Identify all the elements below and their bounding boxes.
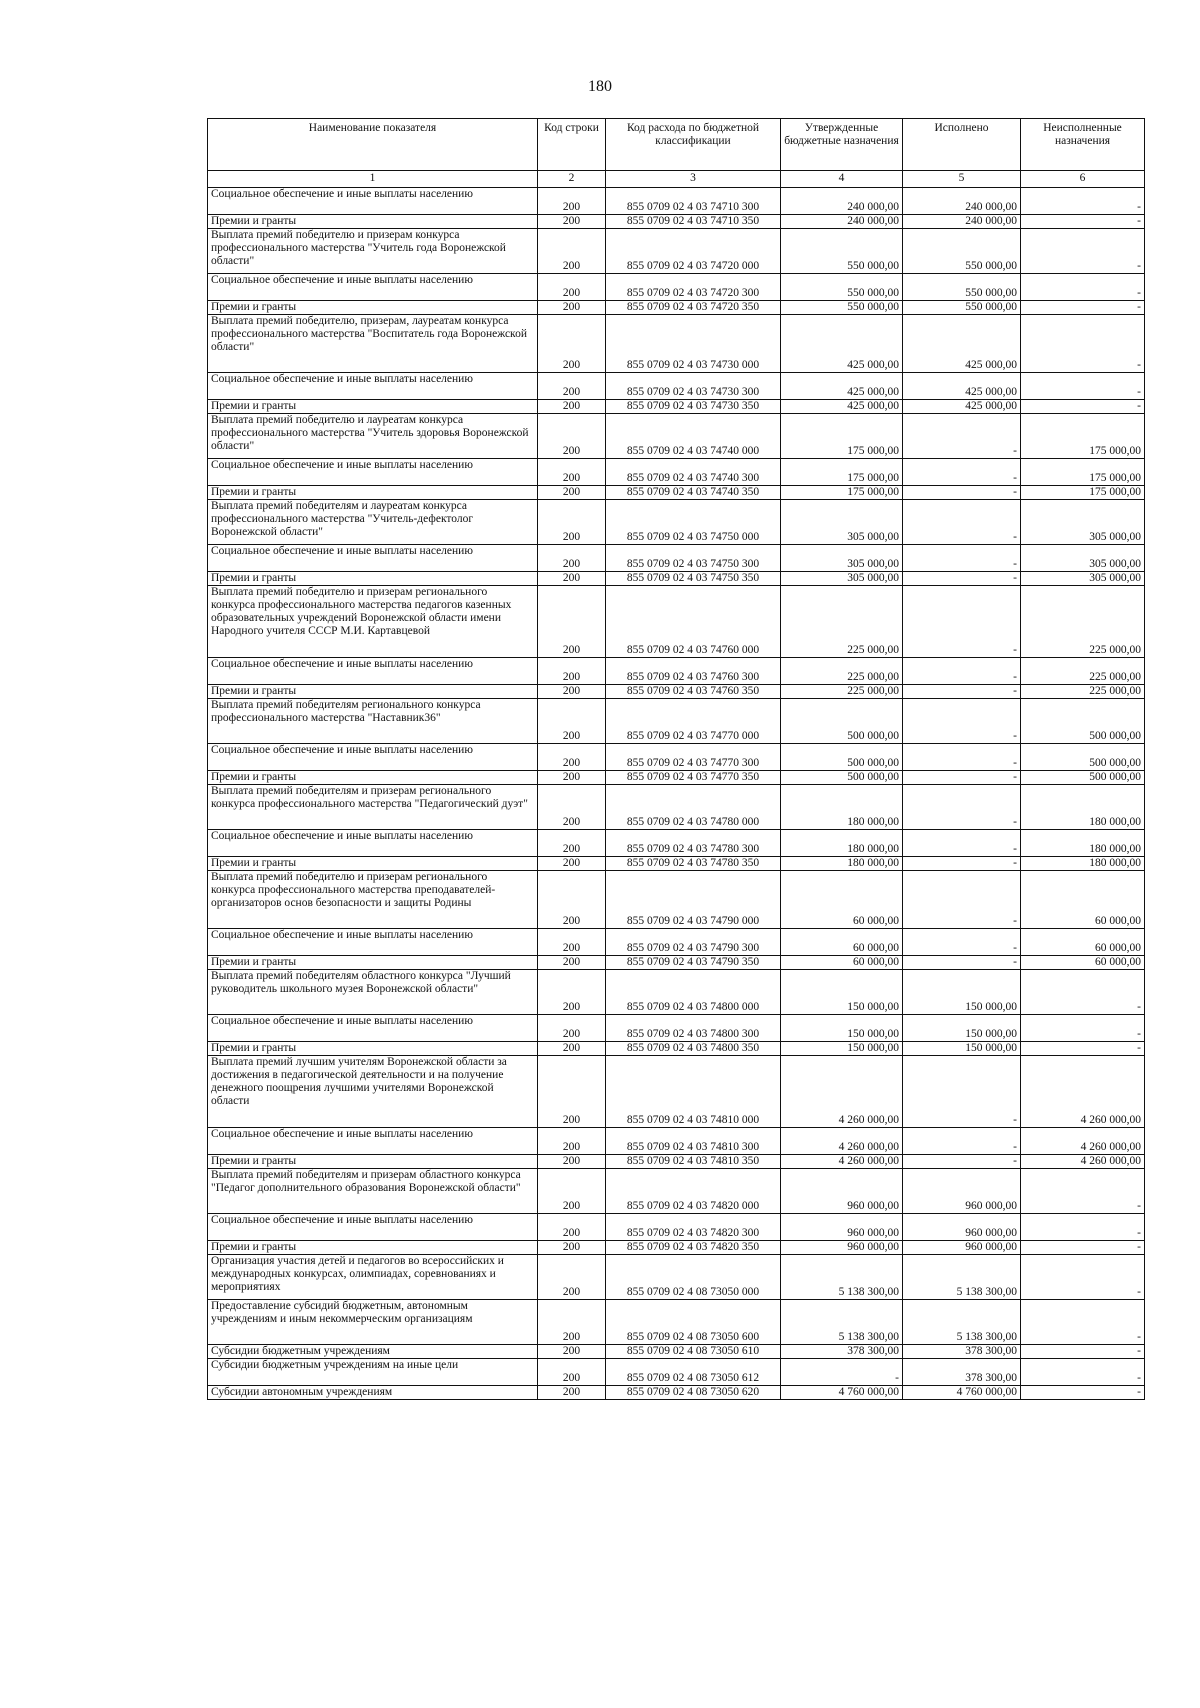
row-unexecuted-amount: - xyxy=(1021,1345,1145,1359)
row-classification-code: 855 0709 02 4 08 73050 612 xyxy=(606,1359,781,1386)
row-unexecuted-amount: - xyxy=(1021,1359,1145,1386)
row-name: Социальное обеспечение и иные выплаты населению xyxy=(208,274,538,301)
row-executed-amount: 425 000,00 xyxy=(903,315,1021,373)
table-row xyxy=(208,956,1145,970)
row-approved-amount: 4 760 000,00 xyxy=(781,1386,903,1400)
row-executed-amount: 960 000,00 xyxy=(903,1169,1021,1214)
row-classification-code: 855 0709 02 4 03 74740 300 xyxy=(606,459,781,486)
row-name: Социальное обеспечение и иные выплаты населению xyxy=(208,188,538,215)
table-row xyxy=(208,970,1145,1015)
row-unexecuted-amount: - xyxy=(1021,1042,1145,1056)
row-line-code: 200 xyxy=(538,1345,606,1359)
row-executed-amount: - xyxy=(903,586,1021,658)
row-executed-amount: - xyxy=(903,459,1021,486)
row-line-code: 200 xyxy=(538,1015,606,1042)
table-row xyxy=(208,315,1145,373)
row-unexecuted-amount: - xyxy=(1021,215,1145,229)
row-line-code: 200 xyxy=(538,970,606,1015)
row-classification-code: 855 0709 02 4 03 74800 350 xyxy=(606,1042,781,1056)
row-unexecuted-amount: 180 000,00 xyxy=(1021,830,1145,857)
row-line-code: 200 xyxy=(538,1155,606,1169)
row-executed-amount: - xyxy=(903,545,1021,572)
row-executed-amount: 240 000,00 xyxy=(903,188,1021,215)
table-row xyxy=(208,1386,1145,1400)
row-classification-code: 855 0709 02 4 03 74760 300 xyxy=(606,658,781,685)
row-line-code: 200 xyxy=(538,1241,606,1255)
row-approved-amount: 960 000,00 xyxy=(781,1241,903,1255)
row-approved-amount: 240 000,00 xyxy=(781,215,903,229)
row-approved-amount: 5 138 300,00 xyxy=(781,1255,903,1300)
row-line-code: 200 xyxy=(538,545,606,572)
row-approved-amount: 175 000,00 xyxy=(781,486,903,500)
row-executed-amount: - xyxy=(903,1056,1021,1128)
column-number: 6 xyxy=(1021,171,1145,188)
row-executed-amount: - xyxy=(903,414,1021,459)
row-classification-code: 855 0709 02 4 03 74760 000 xyxy=(606,586,781,658)
row-executed-amount: 150 000,00 xyxy=(903,1015,1021,1042)
row-name: Социальное обеспечение и иные выплаты населению xyxy=(208,1128,538,1155)
row-name: Выплата премий победителям и призерам областного конкурса "Педагог дополнительного образования Воронежской области" xyxy=(208,1169,538,1214)
table-row xyxy=(208,1128,1145,1155)
row-unexecuted-amount: - xyxy=(1021,301,1145,315)
row-line-code: 200 xyxy=(538,301,606,315)
row-line-code: 200 xyxy=(538,486,606,500)
table-row xyxy=(208,785,1145,830)
row-classification-code: 855 0709 02 4 03 74740 000 xyxy=(606,414,781,459)
row-classification-code: 855 0709 02 4 08 73050 600 xyxy=(606,1300,781,1345)
table-row xyxy=(208,771,1145,785)
row-approved-amount: 175 000,00 xyxy=(781,459,903,486)
row-name: Премии и гранты xyxy=(208,857,538,871)
row-executed-amount: - xyxy=(903,1155,1021,1169)
row-approved-amount: 150 000,00 xyxy=(781,1015,903,1042)
table-row xyxy=(208,685,1145,699)
row-line-code: 200 xyxy=(538,274,606,301)
row-unexecuted-amount: - xyxy=(1021,1015,1145,1042)
row-executed-amount: - xyxy=(903,929,1021,956)
row-approved-amount: 425 000,00 xyxy=(781,373,903,400)
row-name: Выплата премий победителю, призерам, лауреатам конкурса профессионального мастерства "Воспитатель года Воронежской области" xyxy=(208,315,538,373)
row-classification-code: 855 0709 02 4 03 74810 350 xyxy=(606,1155,781,1169)
table-row xyxy=(208,1359,1145,1386)
row-classification-code: 855 0709 02 4 03 74820 350 xyxy=(606,1241,781,1255)
table-row xyxy=(208,400,1145,414)
row-unexecuted-amount: 175 000,00 xyxy=(1021,414,1145,459)
row-name: Премии и гранты xyxy=(208,486,538,500)
row-classification-code: 855 0709 02 4 03 74750 300 xyxy=(606,545,781,572)
row-unexecuted-amount: - xyxy=(1021,274,1145,301)
row-approved-amount: 425 000,00 xyxy=(781,400,903,414)
row-line-code: 200 xyxy=(538,956,606,970)
row-line-code: 200 xyxy=(538,1128,606,1155)
row-executed-amount: 960 000,00 xyxy=(903,1241,1021,1255)
row-unexecuted-amount: - xyxy=(1021,373,1145,400)
row-approved-amount: 425 000,00 xyxy=(781,315,903,373)
row-executed-amount: - xyxy=(903,771,1021,785)
row-name: Субсидии автономным учреждениям xyxy=(208,1386,538,1400)
column-header: Исполнено xyxy=(903,119,1021,171)
row-name: Социальное обеспечение и иные выплаты населению xyxy=(208,373,538,400)
row-line-code: 200 xyxy=(538,744,606,771)
row-approved-amount: 4 260 000,00 xyxy=(781,1128,903,1155)
table-row xyxy=(208,274,1145,301)
row-line-code: 200 xyxy=(538,500,606,545)
row-classification-code: 855 0709 02 4 03 74790 000 xyxy=(606,871,781,929)
table-row xyxy=(208,229,1145,274)
row-line-code: 200 xyxy=(538,658,606,685)
row-classification-code: 855 0709 02 4 08 73050 610 xyxy=(606,1345,781,1359)
row-approved-amount: 175 000,00 xyxy=(781,414,903,459)
row-approved-amount: 5 138 300,00 xyxy=(781,1300,903,1345)
row-executed-amount: 550 000,00 xyxy=(903,274,1021,301)
row-name: Премии и гранты xyxy=(208,1042,538,1056)
header-row xyxy=(208,119,1145,171)
row-name: Социальное обеспечение и иные выплаты населению xyxy=(208,459,538,486)
table-row xyxy=(208,545,1145,572)
column-number: 2 xyxy=(538,171,606,188)
row-classification-code: 855 0709 02 4 03 74790 350 xyxy=(606,956,781,970)
table-row xyxy=(208,1255,1145,1300)
row-approved-amount: 60 000,00 xyxy=(781,871,903,929)
table-row xyxy=(208,486,1145,500)
row-name: Премии и гранты xyxy=(208,956,538,970)
column-number: 3 xyxy=(606,171,781,188)
row-classification-code: 855 0709 02 4 03 74760 350 xyxy=(606,685,781,699)
row-unexecuted-amount: 500 000,00 xyxy=(1021,699,1145,744)
table-row xyxy=(208,857,1145,871)
row-unexecuted-amount: 500 000,00 xyxy=(1021,771,1145,785)
table-row xyxy=(208,188,1145,215)
row-line-code: 200 xyxy=(538,400,606,414)
column-number-row xyxy=(208,171,1145,188)
row-name: Предоставление субсидий бюджетным, автономным учреждениям и иным некоммерческим организациям xyxy=(208,1300,538,1345)
row-approved-amount: 960 000,00 xyxy=(781,1169,903,1214)
row-name: Выплата премий победителю и призерам конкурса профессионального мастерства "Учитель года Воронежской области" xyxy=(208,229,538,274)
row-classification-code: 855 0709 02 4 03 74820 000 xyxy=(606,1169,781,1214)
row-line-code: 200 xyxy=(538,215,606,229)
row-unexecuted-amount: 305 000,00 xyxy=(1021,572,1145,586)
row-name: Организация участия детей и педагогов во всероссийских и международных конкурсах, олимпиадах, соревнованиях и мероприятиях xyxy=(208,1255,538,1300)
row-approved-amount: 550 000,00 xyxy=(781,301,903,315)
row-executed-amount: 425 000,00 xyxy=(903,373,1021,400)
table-row xyxy=(208,572,1145,586)
row-executed-amount: - xyxy=(903,685,1021,699)
row-classification-code: 855 0709 02 4 03 74750 350 xyxy=(606,572,781,586)
row-classification-code: 855 0709 02 4 03 74720 300 xyxy=(606,274,781,301)
row-approved-amount: 180 000,00 xyxy=(781,857,903,871)
row-classification-code: 855 0709 02 4 08 73050 620 xyxy=(606,1386,781,1400)
row-executed-amount: - xyxy=(903,699,1021,744)
row-approved-amount: 550 000,00 xyxy=(781,274,903,301)
row-classification-code: 855 0709 02 4 03 74770 350 xyxy=(606,771,781,785)
row-approved-amount: 60 000,00 xyxy=(781,956,903,970)
row-classification-code: 855 0709 02 4 03 74740 350 xyxy=(606,486,781,500)
row-unexecuted-amount: - xyxy=(1021,1241,1145,1255)
row-classification-code: 855 0709 02 4 03 74730 300 xyxy=(606,373,781,400)
column-number: 5 xyxy=(903,171,1021,188)
row-line-code: 200 xyxy=(538,373,606,400)
row-line-code: 200 xyxy=(538,1042,606,1056)
row-line-code: 200 xyxy=(538,414,606,459)
row-unexecuted-amount: 4 260 000,00 xyxy=(1021,1056,1145,1128)
row-name: Выплата премий победителю и призерам регионального конкурса профессионального мастерства преподавателей-организаторов основ безопасности и защиты Родины xyxy=(208,871,538,929)
row-approved-amount: 4 260 000,00 xyxy=(781,1155,903,1169)
table-row xyxy=(208,1169,1145,1214)
row-classification-code: 855 0709 02 4 03 74780 350 xyxy=(606,857,781,871)
row-line-code: 200 xyxy=(538,785,606,830)
row-classification-code: 855 0709 02 4 03 74800 000 xyxy=(606,970,781,1015)
table-row xyxy=(208,1015,1145,1042)
row-approved-amount: 378 300,00 xyxy=(781,1345,903,1359)
row-classification-code: 855 0709 02 4 03 74750 000 xyxy=(606,500,781,545)
row-classification-code: 855 0709 02 4 03 74730 000 xyxy=(606,315,781,373)
row-line-code: 200 xyxy=(538,229,606,274)
row-classification-code: 855 0709 02 4 03 74710 300 xyxy=(606,188,781,215)
row-name: Выплата премий победителям областного конкурса "Лучший руководитель школьного музея Воронежской области" xyxy=(208,970,538,1015)
page-number: 180 xyxy=(588,78,612,95)
row-unexecuted-amount: - xyxy=(1021,1386,1145,1400)
table-row xyxy=(208,459,1145,486)
row-approved-amount: 240 000,00 xyxy=(781,188,903,215)
row-unexecuted-amount: 60 000,00 xyxy=(1021,956,1145,970)
row-name: Субсидии бюджетным учреждениям xyxy=(208,1345,538,1359)
row-executed-amount: 960 000,00 xyxy=(903,1214,1021,1241)
row-unexecuted-amount: - xyxy=(1021,1169,1145,1214)
row-executed-amount: - xyxy=(903,500,1021,545)
table-row xyxy=(208,373,1145,400)
row-executed-amount: 5 138 300,00 xyxy=(903,1300,1021,1345)
row-approved-amount: 550 000,00 xyxy=(781,229,903,274)
table-row xyxy=(208,744,1145,771)
row-line-code: 200 xyxy=(538,929,606,956)
row-name: Социальное обеспечение и иные выплаты населению xyxy=(208,744,538,771)
row-executed-amount: 5 138 300,00 xyxy=(903,1255,1021,1300)
row-classification-code: 855 0709 02 4 03 74820 300 xyxy=(606,1214,781,1241)
row-name: Социальное обеспечение и иные выплаты населению xyxy=(208,1015,538,1042)
row-classification-code: 855 0709 02 4 08 73050 000 xyxy=(606,1255,781,1300)
row-classification-code: 855 0709 02 4 03 74810 000 xyxy=(606,1056,781,1128)
row-classification-code: 855 0709 02 4 03 74770 000 xyxy=(606,699,781,744)
row-approved-amount: 500 000,00 xyxy=(781,771,903,785)
row-executed-amount: - xyxy=(903,830,1021,857)
row-unexecuted-amount: - xyxy=(1021,400,1145,414)
row-unexecuted-amount: 500 000,00 xyxy=(1021,744,1145,771)
row-unexecuted-amount: 180 000,00 xyxy=(1021,785,1145,830)
table-row xyxy=(208,414,1145,459)
column-header: Неисполненные назначения xyxy=(1021,119,1145,171)
row-unexecuted-amount: 225 000,00 xyxy=(1021,586,1145,658)
row-executed-amount: 4 760 000,00 xyxy=(903,1386,1021,1400)
row-name: Выплата премий лучшим учителям Воронежской области за достижения в педагогической деятельности и на получение денежного поощрения лучшими учителями Воронежской области xyxy=(208,1056,538,1128)
row-executed-amount: 240 000,00 xyxy=(903,215,1021,229)
row-unexecuted-amount: 60 000,00 xyxy=(1021,929,1145,956)
row-name: Выплата премий победителям регионального конкурса профессионального мастерства "Наставник36" xyxy=(208,699,538,744)
row-line-code: 200 xyxy=(538,586,606,658)
row-name: Социальное обеспечение и иные выплаты населению xyxy=(208,1214,538,1241)
row-line-code: 200 xyxy=(538,1359,606,1386)
column-number: 1 xyxy=(208,171,538,188)
row-line-code: 200 xyxy=(538,315,606,373)
column-header: Код строки xyxy=(538,119,606,171)
row-line-code: 200 xyxy=(538,1214,606,1241)
row-approved-amount: 60 000,00 xyxy=(781,929,903,956)
column-number: 4 xyxy=(781,171,903,188)
row-unexecuted-amount: - xyxy=(1021,1255,1145,1300)
row-line-code: 200 xyxy=(538,685,606,699)
budget-execution-table xyxy=(207,118,1145,1400)
row-approved-amount: 180 000,00 xyxy=(781,785,903,830)
table-row xyxy=(208,1056,1145,1128)
row-line-code: 200 xyxy=(538,857,606,871)
row-classification-code: 855 0709 02 4 03 74810 300 xyxy=(606,1128,781,1155)
table-row xyxy=(208,929,1145,956)
row-executed-amount: - xyxy=(903,1128,1021,1155)
row-unexecuted-amount: - xyxy=(1021,970,1145,1015)
row-name: Выплата премий победителям и лауреатам конкурса профессионального мастерства "Учитель-дефектолог Воронежской области" xyxy=(208,500,538,545)
row-name: Премии и гранты xyxy=(208,301,538,315)
table-row xyxy=(208,1300,1145,1345)
row-line-code: 200 xyxy=(538,1169,606,1214)
row-approved-amount: 225 000,00 xyxy=(781,658,903,685)
row-executed-amount: - xyxy=(903,658,1021,685)
row-unexecuted-amount: 60 000,00 xyxy=(1021,871,1145,929)
column-header: Наименование показателя xyxy=(208,119,538,171)
table-row xyxy=(208,699,1145,744)
row-classification-code: 855 0709 02 4 03 74790 300 xyxy=(606,929,781,956)
row-name: Выплата премий победителю и лауреатам конкурса профессионального мастерства "Учитель здоровья Воронежской области" xyxy=(208,414,538,459)
column-header: Код расхода по бюджетной классификации xyxy=(606,119,781,171)
row-executed-amount: 378 300,00 xyxy=(903,1359,1021,1386)
row-name: Социальное обеспечение и иные выплаты населению xyxy=(208,929,538,956)
row-unexecuted-amount: 4 260 000,00 xyxy=(1021,1155,1145,1169)
row-line-code: 200 xyxy=(538,1300,606,1345)
row-classification-code: 855 0709 02 4 03 74730 350 xyxy=(606,400,781,414)
row-approved-amount: 500 000,00 xyxy=(781,699,903,744)
row-approved-amount: 305 000,00 xyxy=(781,545,903,572)
row-line-code: 200 xyxy=(538,871,606,929)
row-approved-amount: 960 000,00 xyxy=(781,1214,903,1241)
row-name: Премии и гранты xyxy=(208,685,538,699)
row-executed-amount: - xyxy=(903,956,1021,970)
row-executed-amount: 550 000,00 xyxy=(903,229,1021,274)
row-line-code: 200 xyxy=(538,771,606,785)
row-approved-amount: 150 000,00 xyxy=(781,1042,903,1056)
row-executed-amount: - xyxy=(903,785,1021,830)
row-line-code: 200 xyxy=(538,1056,606,1128)
row-executed-amount: 425 000,00 xyxy=(903,400,1021,414)
row-name: Социальное обеспечение и иные выплаты населению xyxy=(208,545,538,572)
row-unexecuted-amount: - xyxy=(1021,315,1145,373)
table-row xyxy=(208,301,1145,315)
row-name: Социальное обеспечение и иные выплаты населению xyxy=(208,830,538,857)
row-unexecuted-amount: 4 260 000,00 xyxy=(1021,1128,1145,1155)
table-row xyxy=(208,1155,1145,1169)
row-approved-amount: 225 000,00 xyxy=(781,586,903,658)
row-approved-amount: 180 000,00 xyxy=(781,830,903,857)
row-name: Премии и гранты xyxy=(208,1241,538,1255)
table-body xyxy=(208,188,1145,1400)
row-line-code: 200 xyxy=(538,459,606,486)
row-unexecuted-amount: 305 000,00 xyxy=(1021,545,1145,572)
row-name: Выплата премий победителям и призерам регионального конкурса профессионального мастерства "Педагогический дуэт" xyxy=(208,785,538,830)
row-line-code: 200 xyxy=(538,188,606,215)
row-name: Премии и гранты xyxy=(208,1155,538,1169)
row-name: Выплата премий победителю и призерам регионального конкурса профессионального мастерства педагогов казенных образовательных учреждений Воронежской области имени Народного учителя СССР М.И. Картавцевой xyxy=(208,586,538,658)
table-row xyxy=(208,500,1145,545)
row-executed-amount: - xyxy=(903,744,1021,771)
row-executed-amount: - xyxy=(903,871,1021,929)
row-classification-code: 855 0709 02 4 03 74710 350 xyxy=(606,215,781,229)
table-row xyxy=(208,215,1145,229)
row-executed-amount: - xyxy=(903,857,1021,871)
row-name: Премии и гранты xyxy=(208,400,538,414)
row-executed-amount: 150 000,00 xyxy=(903,970,1021,1015)
row-unexecuted-amount: 175 000,00 xyxy=(1021,486,1145,500)
row-approved-amount: 500 000,00 xyxy=(781,744,903,771)
row-line-code: 200 xyxy=(538,699,606,744)
row-approved-amount: 225 000,00 xyxy=(781,685,903,699)
table-row xyxy=(208,1241,1145,1255)
table-row xyxy=(208,658,1145,685)
row-approved-amount: 305 000,00 xyxy=(781,572,903,586)
table-row xyxy=(208,871,1145,929)
row-name: Премии и гранты xyxy=(208,215,538,229)
table-row xyxy=(208,1042,1145,1056)
row-unexecuted-amount: 175 000,00 xyxy=(1021,459,1145,486)
row-name: Субсидии бюджетным учреждениям на иные цели xyxy=(208,1359,538,1386)
row-approved-amount: - xyxy=(781,1359,903,1386)
row-executed-amount: 550 000,00 xyxy=(903,301,1021,315)
row-unexecuted-amount: 225 000,00 xyxy=(1021,685,1145,699)
row-classification-code: 855 0709 02 4 03 74800 300 xyxy=(606,1015,781,1042)
row-executed-amount: - xyxy=(903,572,1021,586)
row-executed-amount: - xyxy=(903,486,1021,500)
row-unexecuted-amount: - xyxy=(1021,1214,1145,1241)
table-row xyxy=(208,1345,1145,1359)
row-classification-code: 855 0709 02 4 03 74720 000 xyxy=(606,229,781,274)
row-classification-code: 855 0709 02 4 03 74770 300 xyxy=(606,744,781,771)
row-line-code: 200 xyxy=(538,1255,606,1300)
column-header: Утвержденные бюджетные назначения xyxy=(781,119,903,171)
table-row xyxy=(208,1214,1145,1241)
row-approved-amount: 305 000,00 xyxy=(781,500,903,545)
row-line-code: 200 xyxy=(538,572,606,586)
row-unexecuted-amount: - xyxy=(1021,188,1145,215)
row-name: Социальное обеспечение и иные выплаты населению xyxy=(208,658,538,685)
row-classification-code: 855 0709 02 4 03 74780 000 xyxy=(606,785,781,830)
row-unexecuted-amount: 225 000,00 xyxy=(1021,658,1145,685)
row-approved-amount: 150 000,00 xyxy=(781,970,903,1015)
row-approved-amount: 4 260 000,00 xyxy=(781,1056,903,1128)
row-line-code: 200 xyxy=(538,830,606,857)
row-unexecuted-amount: - xyxy=(1021,229,1145,274)
row-classification-code: 855 0709 02 4 03 74720 350 xyxy=(606,301,781,315)
row-unexecuted-amount: 305 000,00 xyxy=(1021,500,1145,545)
row-name: Премии и гранты xyxy=(208,771,538,785)
row-name: Премии и гранты xyxy=(208,572,538,586)
row-unexecuted-amount: - xyxy=(1021,1300,1145,1345)
row-classification-code: 855 0709 02 4 03 74780 300 xyxy=(606,830,781,857)
table-row xyxy=(208,830,1145,857)
row-unexecuted-amount: 180 000,00 xyxy=(1021,857,1145,871)
row-executed-amount: 378 300,00 xyxy=(903,1345,1021,1359)
row-line-code: 200 xyxy=(538,1386,606,1400)
table-row xyxy=(208,586,1145,658)
row-executed-amount: 150 000,00 xyxy=(903,1042,1021,1056)
